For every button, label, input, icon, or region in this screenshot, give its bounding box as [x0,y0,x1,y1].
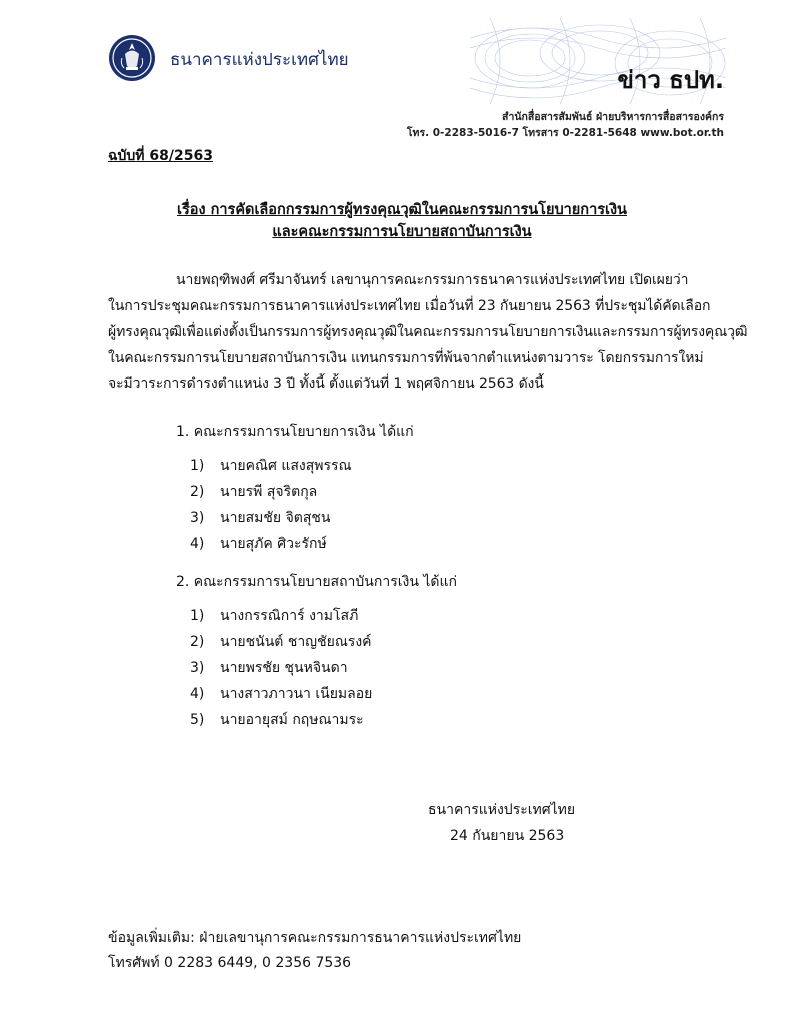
body-line: ในการประชุมคณะกรรมการธนาคารแห่งประเทศไทย เมื่อวันที่ 23 กันยายน 2563 ที่ประชุมได้คัดเลือก [108,298,711,314]
list-item [190,507,330,529]
list-item [190,709,364,731]
section-heading-fipc: 2. คณะกรรมการนโยบายสถาบันการเงิน ได้แก่ [176,574,457,590]
body-line: ในคณะกรรมการนโยบายสถาบันการเงิน แทนกรรมการที่พ้นจากตำแหน่งตามวาระ โดยกรรมการใหม่ [108,350,704,366]
member-name: นางกรรณิการ์ งามโสภี [220,608,359,624]
contact-line: โทร. 0-2283-5016-7 โทรสาร 0-2281-5648 www.bot.or.th [406,127,724,139]
signoff-org: ธนาคารแห่งประเทศไทย [428,802,576,818]
list-number: 4) [190,536,205,552]
list-number: 3) [190,660,205,676]
subject-line-1: เรื่อง การคัดเลือกกรรมการผู้ทรงคุณวุฒิในคณะกรรมการนโยบายการเงิน [177,202,627,218]
member-name: นายคณิศ แสงสุพรรณ [220,458,352,474]
member-name: นายพรชัย ชุนหจินดา [220,660,348,676]
list-number: 4) [190,686,205,702]
department-line: สำนักสื่อสารสัมพันธ์ ฝ่ายบริหารการสื่อสารองค์กร [502,111,724,123]
signoff-date: 24 กันยายน 2563 [450,828,565,844]
list-number: 2) [190,484,205,500]
member-name: นายชนันต์ ชาญชัยณรงค์ [220,634,372,650]
section-heading-mpc: 1. คณะกรรมการนโยบายการเงิน ได้แก่ [176,424,414,440]
phone-line: โทรศัพท์ 0 2283 6449, 0 2356 7536 [108,955,352,971]
list-number: 3) [190,510,205,526]
list-item [190,533,327,555]
list-item [190,631,372,653]
member-name: นายสมชัย จิตสุชน [220,510,331,526]
org-name: ธนาคารแห่งประเทศไทย [170,50,349,70]
subject-line-2: และคณะกรรมการนโยบายสถาบันการเงิน [272,224,532,240]
member-name: นายสุภัค ศิวะรักษ์ [220,536,327,552]
list-number: 1) [190,608,205,624]
bot-seal-logo [108,34,156,82]
body-line: นายพฤฑิพงศ์ ศรีมาจันทร์ เลขานุการคณะกรรมการธนาคารแห่งประเทศไทย เปิดเผยว่า [176,272,689,288]
issue-number: ฉบับที่ 68/2563 [108,148,213,164]
list-number: 2) [190,634,205,650]
more-info-line: ข้อมูลเพิ่มเติม: ฝ่ายเลขานุการคณะกรรมการธนาคารแห่งประเทศไทย [108,930,522,946]
body-line: ผู้ทรงคุณวุฒิเพื่อแต่งตั้งเป็นกรรมการผู้ทรงคุณวุฒิในคณะกรรมการนโยบายการเงินและกรรมการผู้ทรงคุณวุฒิ [108,324,748,340]
member-name: นายรพี สุจริตกุล [220,484,318,500]
member-name: นางสาวภาวนา เนียมลอย [220,686,373,702]
news-title: ข่าว ธปท. [617,66,724,94]
list-number: 5) [190,712,205,728]
list-item [190,605,358,627]
list-number: 1) [190,458,205,474]
list-item [190,455,352,477]
list-item [190,683,372,705]
body-line: จะมีวาระการดำรงตำแหน่ง 3 ปี ทั้งนี้ ตั้งแต่วันที่ 1 พฤศจิกายน 2563 ดังนี้ [108,376,544,392]
list-item [190,657,348,679]
member-name: นายอายุสม์ กฤษณามระ [220,712,364,728]
list-item [190,481,317,503]
